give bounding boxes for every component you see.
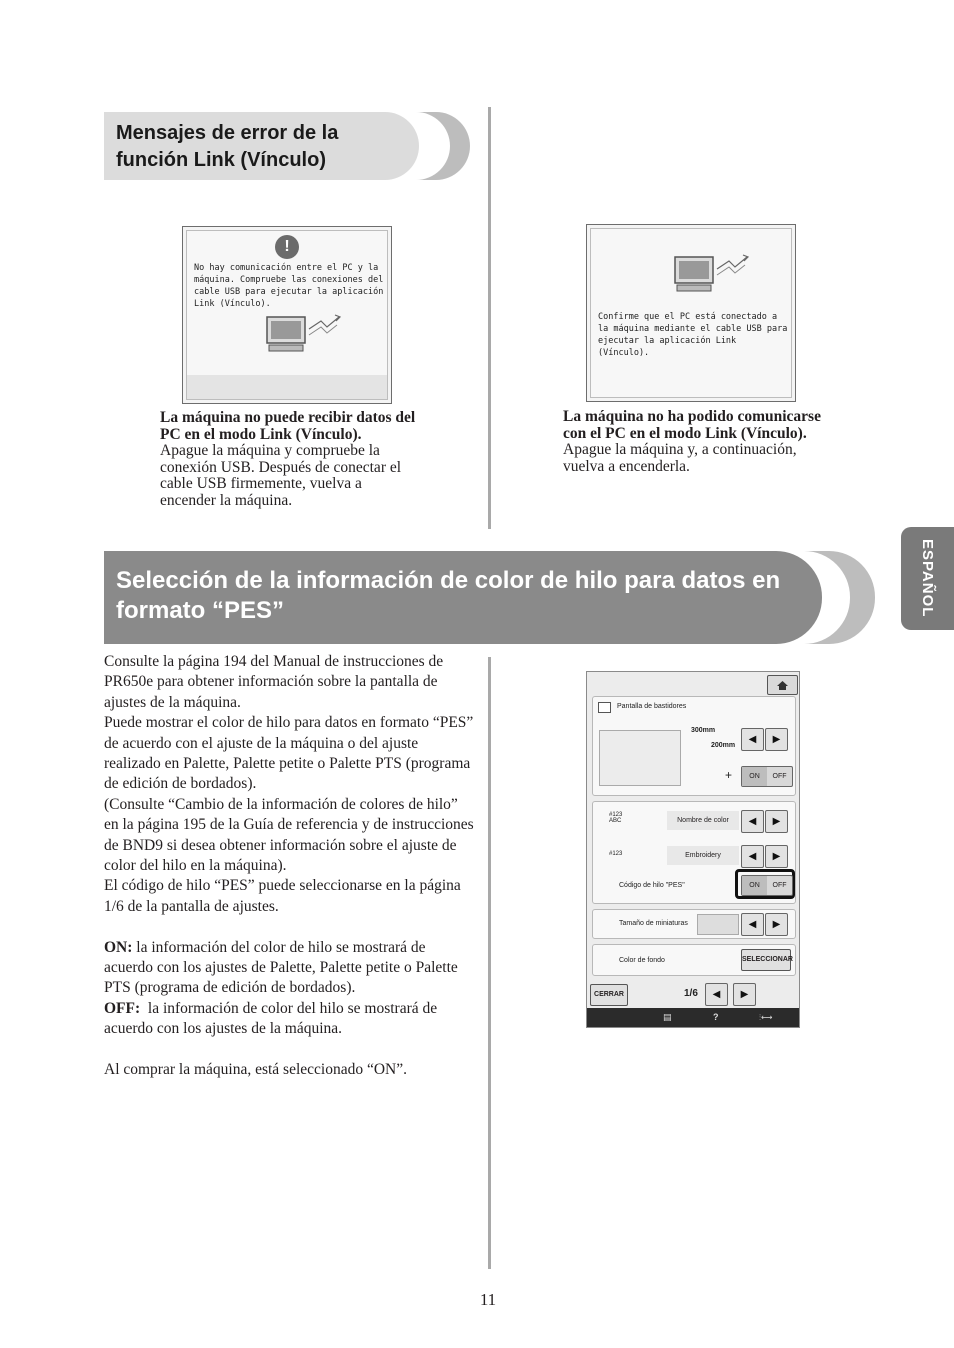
off-description <box>104 999 474 1040</box>
frame-height-label: 200mm <box>711 742 736 749</box>
background-color-label: Color de fondo <box>619 957 665 964</box>
on-text: la información del color de hilo se mostrará de acuerdo con los ajustes de Palette, Palette petite o Palette PTS (programa de edición de bordados). <box>104 938 458 997</box>
error-caption-2-text: Apague la máquina y, a continuación, vuelva a encenderla. <box>563 441 797 475</box>
section-2-body <box>104 652 474 1081</box>
brand-prev-button[interactable]: ◀ <box>741 845 764 868</box>
background-color-panel <box>592 944 796 976</box>
frame-display-panel <box>592 696 796 796</box>
page-next-button[interactable]: ▶ <box>733 983 756 1006</box>
thumbnail-size-panel <box>592 909 796 939</box>
frame-preview <box>599 730 681 786</box>
on-label: ON: <box>104 938 133 956</box>
brand-value: Embroidery <box>667 846 739 865</box>
color-name-value: Nombre de color <box>667 811 739 830</box>
pes-on-option[interactable]: ON <box>742 876 767 895</box>
column-divider-bottom <box>488 657 491 1269</box>
frame-display-label: Pantalla de bastidores <box>617 703 687 710</box>
frame-off-option[interactable]: OFF <box>772 773 787 780</box>
color-name-code: #123 ABC <box>609 812 623 824</box>
frame-onoff-toggle[interactable] <box>741 766 793 787</box>
brand-code: #123 <box>609 851 623 857</box>
error-message-1: No hay comunicación entre el PC y la máquina. Compruebe las conexiones del cable USB para ejecutar la aplicación Link (Vínculo). <box>194 263 384 309</box>
color-next-button[interactable]: ▶ <box>765 810 788 833</box>
paragraph-2: Puede mostrar el color de hilo para datos en formato “PES” de acuerdo con el ajuste de la máquina o del ajuste realizado en Palette, Palette petite o Palette PTS (programa de edición de bordados). <box>104 714 474 793</box>
paragraph-1: Consulte la página 194 del Manual de instrucciones de PR650e para obtener información sobre la pantalla de ajustes de la máquina. <box>104 653 444 711</box>
pc-connection-icon <box>673 249 753 295</box>
section-title-2: Selección de la información de color de hilo para datos en formato “PES” <box>116 567 781 624</box>
thumb-next-button[interactable]: ▶ <box>765 913 788 936</box>
settings-screen <box>586 671 800 1028</box>
frame-icon <box>598 702 611 713</box>
off-label: OFF: <box>104 999 141 1017</box>
pes-onoff-toggle[interactable] <box>741 875 793 896</box>
page-number: 11 <box>479 1290 497 1309</box>
thread-color-panel <box>592 801 796 904</box>
color-prev-button[interactable]: ◀ <box>741 810 764 833</box>
off-text: la información de color del hilo se mostrará de acuerdo con los ajustes de la máquina. <box>104 999 438 1038</box>
error-caption-1 <box>160 410 420 509</box>
error-caption-2 <box>563 409 833 475</box>
pc-connection-icon <box>265 309 345 355</box>
error-screen-footer <box>187 375 387 399</box>
frame-on-option[interactable]: ON <box>742 767 767 786</box>
section-title-1: Mensajes de error de la función Link (Vínculo) <box>116 122 339 171</box>
error-caption-1-bold: La máquina no puede recibir datos del PC en el modo Link (Vínculo). <box>160 409 416 443</box>
frame-next-button[interactable]: ▶ <box>765 728 788 751</box>
close-button[interactable]: CERRAR <box>590 984 628 1006</box>
pes-off-option[interactable]: OFF <box>772 882 787 889</box>
on-description <box>104 938 474 999</box>
thumbnail-preview <box>697 914 739 935</box>
list-icon[interactable]: ▤ <box>663 1012 672 1022</box>
help-icon[interactable]: ? <box>713 1012 719 1022</box>
language-tab-label: ESPAÑOL <box>919 539 936 618</box>
purchase-note: Al comprar la máquina, está seleccionado “ON”. <box>104 1061 407 1079</box>
brand-next-button[interactable]: ▶ <box>765 845 788 868</box>
paragraph-4: El código de hilo “PES” puede seleccionarse en la página 1/6 de la pantalla de ajustes. <box>104 877 461 915</box>
page-indicator: 1/6 <box>684 988 698 999</box>
error-message-2: Confirme que el PC está conectado a la máquina mediante el cable USB para ejecutar la aplicación Link (Vínculo). <box>598 312 788 358</box>
frame-prev-button[interactable]: ◀ <box>741 728 764 751</box>
thumbnail-size-label: Tamaño de miniaturas <box>619 920 688 927</box>
home-icon <box>768 676 797 694</box>
error-caption-2-bold: La máquina no ha podido comunicarse con el PC en el modo Link (Vínculo). <box>563 408 821 442</box>
warning-exclamation-icon: ! <box>275 235 299 259</box>
select-button[interactable]: SELECCIONAR <box>741 949 791 971</box>
tension-icon[interactable]: ⫶⟷ <box>759 1013 773 1022</box>
page-prev-button[interactable]: ◀ <box>705 983 728 1006</box>
center-mark-plus: + <box>725 768 733 782</box>
error-screen-1 <box>182 226 392 404</box>
error-caption-1-text: Apague la máquina y compruebe la conexión USB. Después de conectar el cable USB firmemente, vuelva a encender la máquina. <box>160 442 402 509</box>
frame-width-label: 300mm <box>691 727 716 734</box>
column-divider-top <box>488 107 491 529</box>
thumb-prev-button[interactable]: ◀ <box>741 913 764 936</box>
pes-code-label: Código de hilo "PES" <box>619 882 685 889</box>
error-screen-2 <box>586 224 796 402</box>
home-button[interactable] <box>767 675 798 695</box>
paragraph-3: (Consulte “Cambio de la información de colores de hilo” en la página 195 de la Guía de referencia y de instrucciones de BND9 si desea obtener información sobre el ajuste de color del hilo en la máquina). <box>104 795 474 875</box>
bottom-toolbar <box>587 1008 799 1027</box>
